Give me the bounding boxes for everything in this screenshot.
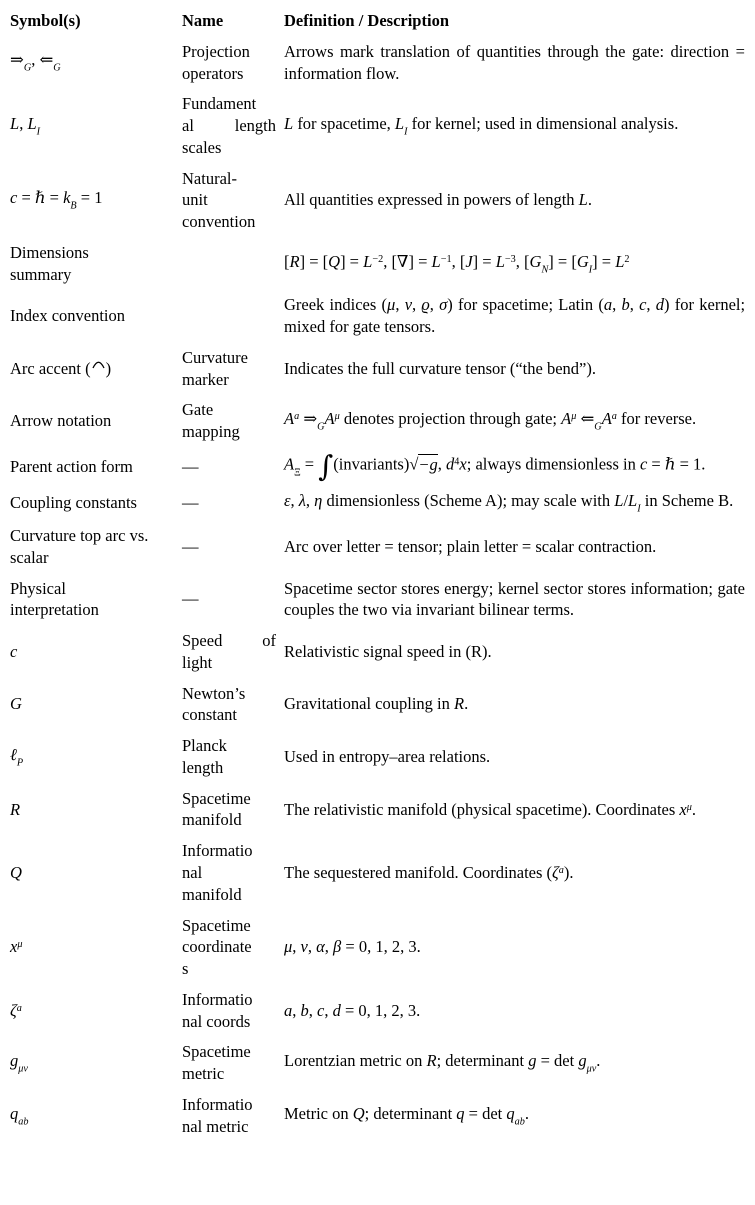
definition-cell: The relativistic manifold (physical spacetime). Coordinates $x^\mu$. [284, 799, 697, 819]
symbol-cell: c = ℏ = $k_B = 1$ [10, 188, 103, 212]
name-line: coordinate [182, 937, 252, 957]
name-cell [182, 485, 284, 520]
name-cell [182, 626, 284, 679]
definition-cell: Greek indices (μ, ν, ϱ, σ) for spacetime; Latin (a, b, c, d) for kernel; mixed for gate tensors. [284, 295, 746, 337]
symbol-cell: Index convention [10, 306, 126, 326]
column-header-definition: Definition / Description [284, 11, 449, 30]
table-row [10, 448, 745, 486]
name-cell [182, 521, 284, 574]
name-cell [182, 89, 284, 163]
definition-cell: The sequestered manifold. Coordinates $(\zeta^a)$. [284, 862, 574, 882]
header-row [10, 8, 745, 36]
name-line: Spacetime [182, 1042, 251, 1062]
definition-cell: Indicates the full curvature tensor (“the bend”). [284, 358, 596, 378]
table-row [10, 573, 745, 626]
table-row [10, 910, 745, 984]
name-line: mapping [182, 422, 240, 442]
symbol-cell: Coupling constants [10, 493, 137, 513]
name-cell [182, 395, 284, 448]
symbol-cell: ℓ$_P$ [10, 744, 24, 769]
symbol-cell: Curvature top arc vs. scalar [10, 526, 149, 567]
table-row [10, 1037, 745, 1090]
definition-cell: $[R] = [Q] = L^{-2}$, [∇] = $L^{-1}$, $[J] = L^{-3}$, $[G_N] = [G_I] = L^2$ [284, 251, 630, 276]
definition-cell: Arrows mark translation of quantities through the gate: direction = information flow. [284, 41, 745, 83]
table-row [10, 163, 745, 237]
symbol-cell: c [10, 641, 18, 661]
name-line: marker [182, 369, 229, 389]
definition-cell: Used in entropy–area relations. [284, 747, 491, 767]
name-line: Informatio [182, 841, 253, 861]
name-cell [182, 731, 284, 784]
definition-cell: Gravitational coupling in R. [284, 694, 469, 714]
column-header-symbols: Symbol(s) [10, 11, 81, 30]
definition-cell: ε, λ, η dimensionless (Scheme A); may scale with $L/L_I$ in Scheme B. [284, 490, 734, 515]
name-line: scales [182, 137, 222, 157]
definition-cell: Relativistic signal speed in (R). [284, 641, 492, 661]
table-row [10, 783, 745, 836]
name-cell [182, 1037, 284, 1090]
name-line: length [182, 757, 224, 777]
column-header-name: Name [182, 11, 224, 30]
symbol-cell: $\Rightarrow_G$, $⇐_G$ [10, 50, 61, 75]
name-cell [182, 290, 284, 343]
definition-cell: Metric on Q; determinant $q = \det q_{ab}$. [284, 1103, 529, 1128]
symbol-cell: R [10, 799, 21, 819]
table-row [10, 984, 745, 1037]
table-row [10, 678, 745, 731]
name-line: Spacetime [182, 788, 251, 808]
name-line: constant [182, 705, 237, 725]
name-line: light [182, 652, 213, 672]
table-row [10, 731, 745, 784]
name-line: nal metric [182, 1116, 249, 1136]
name-cell [182, 163, 284, 237]
name-line: Natural- [182, 168, 237, 188]
symbol-cell: Arc accent ( ) [10, 358, 112, 378]
table-row [10, 836, 745, 910]
name-line: — [182, 493, 199, 513]
symbol-cell: $g_{\mu\nu}$ [10, 1051, 28, 1075]
symbol-cell: L, $L_I$ [10, 113, 41, 138]
name-line: unit [182, 190, 208, 210]
name-line: manifold [182, 810, 242, 830]
table-row [10, 395, 745, 448]
name-cell [182, 836, 284, 910]
table-body [10, 36, 745, 1142]
definition-cell: All quantities expressed in powers of length L. [284, 190, 592, 210]
name-cell [182, 573, 284, 626]
symbol-cell: Arrow notation [10, 411, 112, 431]
symbol-cell: Physical interpretation [10, 578, 99, 620]
arc-accent-icon [92, 358, 105, 380]
name-line: Fundament [182, 94, 257, 114]
name-cell [182, 448, 284, 486]
symbol-cell: Dimensions summary [10, 242, 89, 284]
name-line: Newton’s [182, 683, 246, 703]
name-line: — [182, 456, 199, 476]
name-cell [182, 910, 284, 984]
name-line: Gate [182, 400, 214, 420]
definition-cell: $A_\Xi$ = ∫(invariants)√−g, $d^4x$; always dimensionless in c = ℏ = 1. [284, 449, 706, 484]
definition-cell: $A^a$ $\Rightarrow_GA^\mu$ denotes projection through gate; $A^\mu$ $⇐_GA^a$ for reverse. [284, 409, 697, 433]
table-row [10, 89, 745, 163]
name-line: s [182, 959, 189, 979]
name-line: convention [182, 212, 256, 232]
table-row [10, 237, 745, 290]
name-line: Planck [182, 736, 227, 756]
name-line: operators [182, 63, 244, 83]
symbol-cell: Parent action form [10, 456, 133, 476]
table-row [10, 36, 745, 89]
definition-cell: Spacetime sector stores energy; kernel sector stores information; gate couples the two via invariant bilinear terms. [284, 578, 745, 620]
definition-cell: Arc over letter = tensor; plain letter = scalar contraction. [284, 536, 657, 556]
name-line: nal coords [182, 1011, 251, 1031]
name-line: nal [182, 862, 203, 882]
name-cell [182, 237, 284, 290]
name-line: Curvature [182, 347, 248, 367]
symbol-cell: $\zeta^a$ [10, 1000, 22, 1020]
name-cell [182, 342, 284, 395]
name-cell [182, 36, 284, 89]
name-line: al length [182, 116, 276, 136]
name-cell [182, 678, 284, 731]
symbol-cell: Q [10, 862, 22, 882]
symbol-cell: $x^\mu$ [10, 937, 23, 957]
table-row [10, 290, 745, 343]
name-line: Projection [182, 41, 250, 61]
table-row [10, 521, 745, 574]
name-line: — [182, 589, 199, 609]
table-row [10, 485, 745, 520]
symbol-cell: $q_{ab}$ [10, 1103, 29, 1128]
definition-cell: Lorentzian metric on R; determinant $g = \det g_{\mu\nu}$. [284, 1051, 601, 1075]
name-line: Speed of [182, 631, 276, 651]
table-row [10, 626, 745, 679]
glossary-table [10, 8, 745, 1142]
name-line: Spacetime [182, 915, 251, 935]
definition-cell: L for spacetime, $L_I$ for kernel; used in dimensional analysis. [284, 113, 679, 138]
name-cell [182, 783, 284, 836]
name-line: Informatio [182, 1094, 253, 1114]
name-line: Informatio [182, 989, 253, 1009]
name-line: — [182, 536, 199, 556]
table-row [10, 1089, 745, 1142]
table-row [10, 342, 745, 395]
definition-cell: a, b, c, d = 0, 1, 2, 3. [284, 1000, 421, 1020]
name-line: manifold [182, 884, 242, 904]
symbol-cell: G [10, 694, 22, 714]
name-cell [182, 1089, 284, 1142]
name-line: metric [182, 1064, 225, 1084]
name-cell [182, 984, 284, 1037]
definition-cell: μ, ν, α, β = 0, 1, 2, 3. [284, 937, 421, 957]
